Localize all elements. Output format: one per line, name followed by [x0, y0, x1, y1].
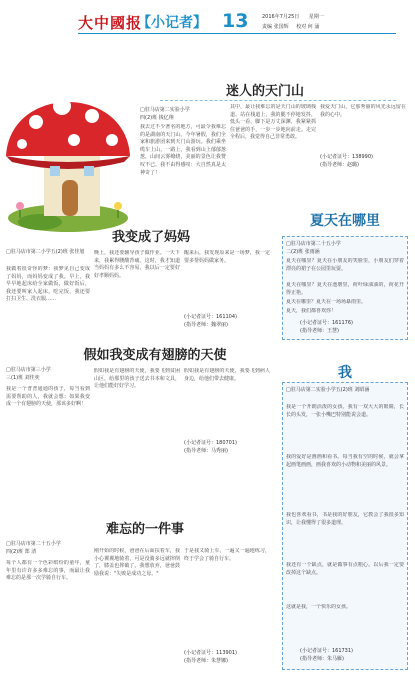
article-paragraph: 这就是我，一个快乐的女孩。 [286, 604, 352, 610]
proofreader-credit: 校对 何 涌 [296, 24, 320, 30]
article-paragraph: 我的爱好是画画和看书。每当我有空的时候，就会拿起画笔画画，画我喜欢的小动物和美丽的风景。 [286, 454, 404, 468]
article-body-column: 晚上，我还要辅导孩子做作业。一天下来，我累得腰酸背痛。这时，我才知道当妈妈有多么不容易，我以后一定要好好孝顺妈妈。 [94, 250, 180, 279]
page-header [0, 0, 415, 42]
reporter-id: (小记者证号：180701) [184, 440, 237, 446]
article-paragraph: 夏天在哪里？夏天在一场场暴雨里。 [286, 299, 367, 305]
article-body-column: 于是我又骑上车，一遍又一遍地练习，终于学会了骑自行车。 [184, 548, 270, 562]
article-note [184, 650, 274, 665]
article-body-column: 我爱天门山，它那秀丽的风光永远留在我的心中。 [320, 104, 406, 118]
byline-author: □驻马店市第二小学五(2)班 张佳旭 [6, 249, 85, 255]
article-byline [140, 106, 230, 122]
byline-author: 四(2)班 钱亿翔 [140, 115, 174, 121]
article-paragraph: 夏天，我们都喜欢你！ [286, 308, 337, 314]
editors-line [262, 23, 325, 30]
byline-school: □驻马店第二实验小学 [140, 107, 190, 113]
article-note [320, 154, 410, 169]
article-title-wings: 假如我变成有翅膀的天使 [83, 348, 227, 363]
reporter-id: (小记者证号：138990) [320, 154, 373, 160]
article-paragraph: 我是一个开朗活泼的女孩。我有一双大大的眼睛，长长的头发，一张小嘴巴特别能说会道。 [286, 404, 404, 418]
article-body-column: 我去过不少著名的地方，可最令我难忘的是湖南的天门山。今年暑假，我们全家和旅游团来到天门山游玩。我们乘坐缆车上山，一路上，我看到山上郁郁葱葱，山间云雾缭绕，美丽的景色让我赞叹不已。我不由得感叹：大自然真是太神奇了！ [140, 124, 226, 176]
article-body-column: 刚开始的时候，爸爸在后面扶着车，我小心翼翼地骑着，可是没骑多远就摔倒了，膝盖也摔破了。我想放弃，爸爸鼓励我说："失败是成功之母。" [94, 548, 180, 577]
article-byline [6, 366, 96, 382]
article-title-hard: 难忘的一件事 [105, 522, 184, 537]
byline-school: □驻马店市第三小学 [6, 367, 51, 373]
article-body-column: 我是一个普普通通的孩子，每当看到需要帮助的人，我就会想：如果我变成一个有翅膀的天使，那该多好啊！ [6, 386, 90, 408]
article-note [184, 440, 274, 455]
reporter-id: (小记者证号：161176) [300, 320, 353, 326]
page-number: 13 [222, 10, 249, 32]
teacher-credit: (指导老师：赵璐) [320, 161, 359, 168]
publish-date: 2016年7月25日 [262, 14, 300, 20]
mushroom-illustration [0, 44, 136, 234]
article-note [184, 314, 274, 329]
article-byline [6, 248, 96, 256]
article-title-mom: 我变成了妈妈 [111, 230, 190, 245]
byline-author: 三(1)班 刘佳奕 [6, 375, 40, 381]
article-note [300, 320, 400, 335]
article-byline [286, 240, 406, 256]
newspaper-masthead: 大中國报 [78, 14, 143, 32]
article-title-summer: 夏天在哪里 [310, 213, 380, 229]
article-note [300, 648, 400, 663]
article-body-column: 其中，最让我难忘的是天门山的玻璃栈道。站在栈道上，我的腿不停地发抖，低头一看，脚下是万丈深渊，我紧紧抓住爸爸的手，一步一步地向前走。走完全程后，我觉得自己非常勇敢。 [230, 104, 316, 141]
article-paragraph: 夏天在哪里？夏天在池塘里，荷叶绿油油的，荷花开得正艳。 [286, 282, 404, 296]
article-body-column: 假如我是有翅膀的天使，我要飞到病人身边，给他们带去健康。 [184, 368, 270, 382]
article-body-column: 醒来后，我发现原来是一场梦，我一定要多帮妈妈做家务。 [184, 250, 270, 264]
article-paragraph: 夏天在哪里？夏天在小朋友的笑脸里，小朋友们穿着漂亮的裙子在公园里玩耍。 [286, 258, 404, 272]
article-title-forest: 迷人的天门山 [225, 84, 304, 99]
teacher-credit: (指导老师：魏翠丽) [184, 321, 228, 328]
date-line [262, 13, 332, 20]
reporter-id: (小记者证号：113901) [184, 650, 237, 656]
teacher-credit: (指导老师：王慧) [300, 327, 339, 334]
teacher-credit: (指导老师：朱马雁) [300, 655, 344, 662]
article-body-column: 每个人都有一个色彩缤纷的童年，童年里有许许多多难忘的事，而最让我难忘的是那一次学骑自行车。 [6, 560, 90, 582]
article-paragraph: 我还有一个缺点，就是做事有点粗心。以后我一定要改掉这个缺点。 [286, 562, 404, 576]
reporter-id: (小记者证号：161731) [300, 648, 353, 654]
article-body-column: 假如我是有翅膀的天使，我要飞到贫困山区，给那里的孩子送去书本和文具，让他们能好好学习。 [94, 368, 180, 390]
article-byline [286, 386, 406, 394]
section-title: 【小记者】 [137, 15, 207, 31]
byline-author: □驻马店第二实验小学五(2)班 刘昭涵 [286, 387, 370, 393]
byline-school: □驻马店市第二十五小学 [286, 241, 341, 247]
title-divider [160, 100, 396, 101]
article-paragraph: 我也喜欢看书，书是我的好朋友，它教会了我很多知识，让我懂得了很多道理。 [286, 512, 404, 526]
header-rule [78, 33, 396, 34]
byline-school: □驻马店市第二十五小学 [6, 541, 61, 547]
publish-weekday: 星期一 [308, 14, 324, 20]
article-title-me: 我 [338, 365, 352, 381]
editor-credit: 责编 张国辉 [262, 24, 289, 30]
article-byline [6, 540, 96, 556]
byline-author: 四(2)班 郑 清 [6, 549, 37, 555]
teacher-credit: (指导老师：马秀丽) [184, 447, 228, 454]
reporter-id: (小记者证号：161104) [184, 314, 237, 320]
byline-author: 二(2)班 张雨涵 [286, 249, 320, 255]
teacher-credit: (指导老师：朱慧娜) [184, 657, 228, 664]
article-body-column: 我做着很奇怪的梦：我梦见自己变成了妈妈，而妈妈变成了我。早上，我早早地起床给全家做饭，做好饭后，我还要叫家人起床。吃完饭，我还要打扫卫生、洗衣服…… [6, 266, 90, 303]
